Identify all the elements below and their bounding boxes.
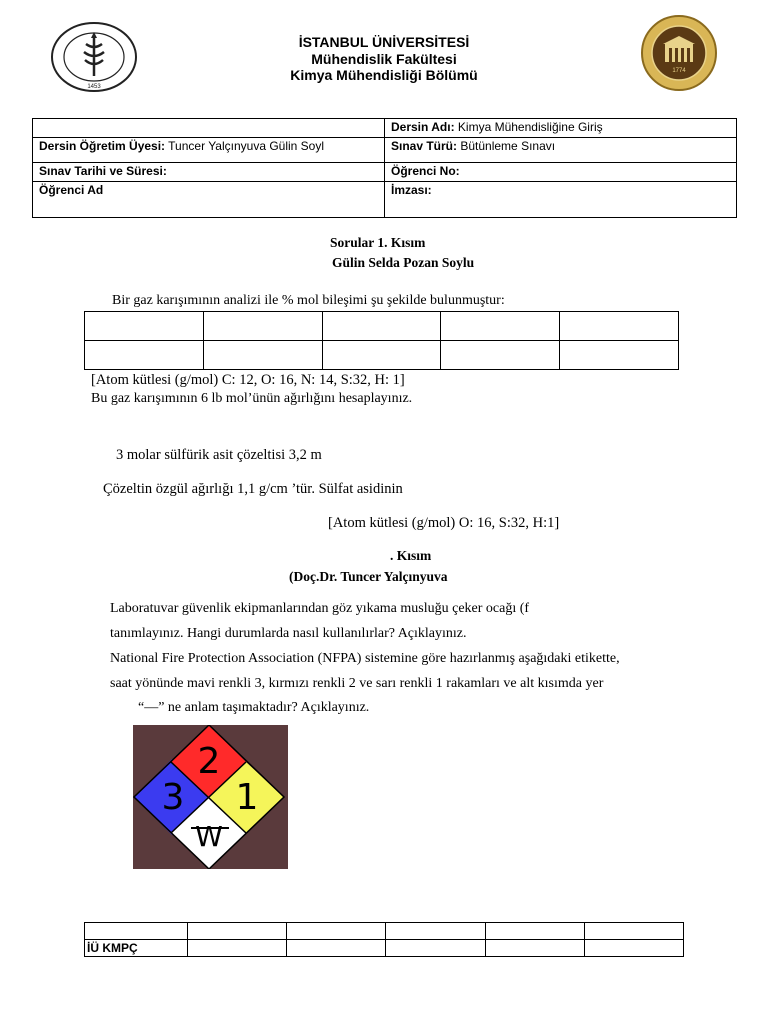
question2-line2: Çözeltin özgül ağırlığı 1,1 g/cm ’tür. Sülfat asidinin bbox=[103, 481, 403, 497]
section2-title: . Kısım bbox=[390, 548, 432, 563]
table-cell bbox=[85, 923, 188, 940]
instructor-cell bbox=[33, 138, 385, 163]
section2-line3: National Fire Protection Association (NFPA) sistemine göre hazırlanmış aşağıdaki etikette, bbox=[110, 651, 620, 666]
course-name-value: Kimya Mühendisliğine Giriş bbox=[457, 120, 603, 134]
section1-author: Gülin Selda Pozan Soylu bbox=[332, 255, 475, 270]
table-cell bbox=[188, 923, 287, 940]
nfpa-diamond-label bbox=[133, 725, 288, 869]
signature-cell bbox=[385, 182, 737, 218]
question1-text: Bu gaz karışımının 6 lb mol’ünün ağırlığını hesaplayınız. bbox=[91, 391, 413, 406]
section1-title: Sorular 1. Kısım bbox=[330, 235, 426, 250]
table-cell bbox=[584, 940, 683, 957]
exam-date-label: Sınav Tarihi ve Süresi: bbox=[39, 164, 167, 178]
course-name-label: Dersin Adı: bbox=[391, 120, 455, 134]
exam-type-label: Sınav Türü: bbox=[391, 139, 458, 153]
nfpa-health-number: 3 bbox=[161, 777, 185, 818]
section2-line2: tanımlayınız. Hangi durumlarda nasıl kullanılırlar? Açıklayınız. bbox=[110, 626, 467, 641]
table-cell bbox=[560, 312, 679, 341]
course-name-cell bbox=[385, 119, 737, 138]
exam-date-cell bbox=[33, 163, 385, 182]
signature-label: İmzası: bbox=[391, 183, 432, 197]
footer-label-cell bbox=[85, 940, 188, 957]
question2-line1: 3 molar sülfürik asit çözeltisi 3,2 m bbox=[116, 447, 322, 463]
faculty-name: Mühendislik Fakültesi bbox=[311, 51, 457, 67]
nfpa-flammability-number: 2 bbox=[197, 741, 221, 782]
table-cell bbox=[203, 341, 322, 370]
table-cell bbox=[188, 940, 287, 957]
instructor-value: Tuncer Yalçınyuva Gülin Soyl bbox=[168, 139, 325, 153]
table-cell bbox=[322, 341, 441, 370]
table-cell bbox=[287, 940, 386, 957]
table-cell bbox=[441, 312, 560, 341]
exam-info-table bbox=[32, 118, 737, 218]
table-cell bbox=[203, 312, 322, 341]
footer-table bbox=[84, 922, 684, 957]
student-name-cell bbox=[33, 182, 385, 218]
question1-atom-masses: [Atom kütlesi (g/mol) C: 12, O: 16, N: 14, S:32, H: 1] bbox=[91, 372, 405, 388]
section2-line4: saat yönünde mavi renkli 3, kırmızı renkli 2 ve sarı renkli 1 rakamları ve alt kısımda yer bbox=[110, 676, 604, 691]
table-cell bbox=[560, 341, 679, 370]
exam-type-value: Bütünleme Sınavı bbox=[460, 139, 556, 153]
student-name-label: Öğrenci Ad bbox=[39, 183, 104, 197]
table-cell bbox=[485, 923, 584, 940]
section2-author: (Doç.Dr. Tuncer Yalçınyuva bbox=[289, 569, 448, 584]
footer-label: İÜ KMPÇ bbox=[87, 941, 138, 955]
section2-line1: Laboratuvar güvenlik ekipmanlarından göz yıkama musluğu çeker ocağı (f bbox=[110, 601, 530, 616]
svg-text:1453: 1453 bbox=[87, 84, 101, 90]
table-cell bbox=[386, 940, 485, 957]
table-cell bbox=[85, 312, 204, 341]
question2-atom-masses: [Atom kütlesi (g/mol) O: 16, S:32, H:1] bbox=[328, 515, 560, 531]
university-name: İSTANBUL ÜNİVERSİTESİ bbox=[298, 34, 470, 50]
section2-line5: “—” ne anlam taşımaktadır? Açıklayınız. bbox=[138, 700, 370, 715]
department-name: Kimya Mühendisliği Bölümü bbox=[290, 67, 478, 83]
table-cell bbox=[287, 923, 386, 940]
instructor-label: Dersin Öğretim Üyesi: bbox=[39, 139, 166, 153]
nfpa-instability-number: 1 bbox=[235, 777, 259, 818]
exam-type-cell bbox=[385, 138, 737, 163]
svg-text:1774: 1774 bbox=[672, 68, 686, 74]
table-cell bbox=[85, 341, 204, 370]
student-no-cell bbox=[385, 163, 737, 182]
student-no-label: Öğrenci No: bbox=[391, 164, 460, 178]
table-cell bbox=[441, 341, 560, 370]
table-cell bbox=[485, 940, 584, 957]
gas-composition-table bbox=[84, 311, 679, 370]
table-cell bbox=[584, 923, 683, 940]
nfpa-special-symbol: W bbox=[195, 820, 223, 853]
question1-intro: Bir gaz karışımının analizi ile % mol bileşimi şu şekilde bulunmuştur: bbox=[112, 293, 505, 308]
table-cell bbox=[386, 923, 485, 940]
table-cell bbox=[322, 312, 441, 341]
